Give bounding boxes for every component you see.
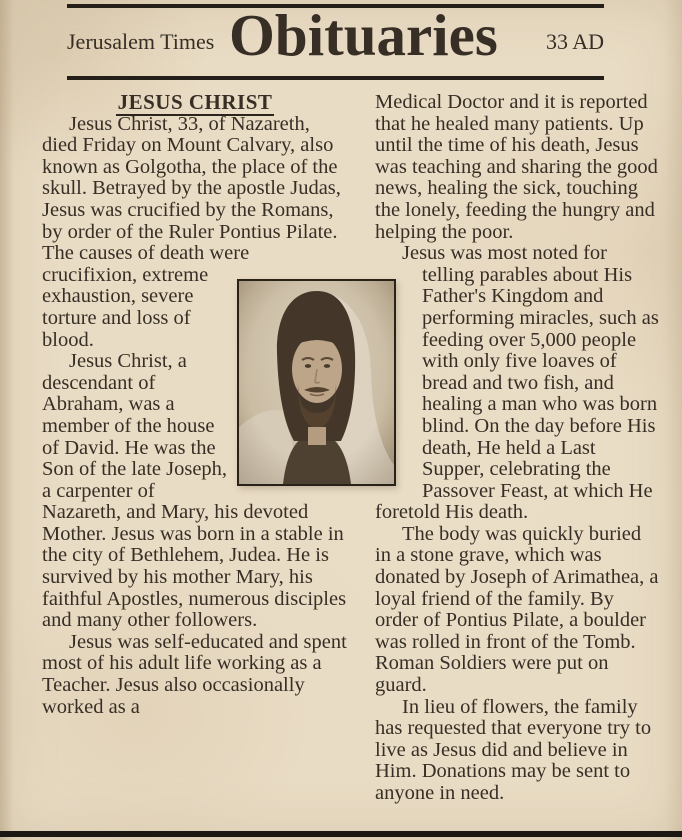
obituary-paragraph: In lieu of flowers, the family has requested that everyone try to live as Jesus did and believe in Him. Donations may be sent to anyone in need. [375, 695, 652, 804]
obituary-paragraph: Jesus was self-educated and spent most of his adult life working as a Teacher. Jesus also occasionally worked as a [42, 630, 347, 718]
obituary-headline: JESUS CHRIST [117, 90, 273, 114]
obituary-paragraph: Jesus was most noted for telling parables about His Father's Kingdom and performing miracles, such as feeding over 5,000 people with only five loaves of bread and two fish, and healing a man who was born blind. On the day before His death, He held a Last Supper, celebrating the Passover Feast, at which He foretold His death. [375, 242, 659, 524]
masthead-bottom-rule [67, 76, 604, 80]
portrait-vignette [239, 281, 394, 484]
portrait-photo [237, 279, 396, 486]
page-bottom-rule [0, 831, 682, 837]
obituary-paragraph: Jesus Christ, a descendant of Abraham, was a member of the house of David. He was the Son of the late Joseph, a carpenter of Nazareth, and Mary, his devoted Mother. Jesus was born in a stable in the city of Bethlehem, Judea. He is survived by his mother Mary, his faithful Apostles, numerous disciples and many other followers. [42, 350, 347, 632]
issue-date: 33 AD [546, 29, 605, 54]
obituary-paragraph: The body was quickly buried in a stone grave, which was donated by Joseph of Arimathea, a loyal friend of the family. By order of Pontius Pilate, a boulder was rolled in front of the Tomb. Roman Soldiers were put on guard. [375, 522, 659, 697]
obituary-paragraph: Medical Doctor and it is reported that he healed many patients. Up until the time of his death, Jesus was teaching and sharing the good news, healing the sick, touching the lonely, feeding the hungry and helping the poor. [375, 91, 658, 243]
right-column [375, 92, 662, 832]
page-title: Obituaries [229, 2, 498, 68]
jesus-portrait-illustration [239, 281, 394, 484]
obituary-paragraph: Jesus Christ, 33, of Nazareth, died Friday on Mount Calvary, also known as Golgotha, the place of the skull. Betrayed by the apostle Judas, Jesus was crucified by the Romans, by order of the Ruler Pontius Pilate. The causes of death were crucifixion, extreme exhaustion, severe torture and loss of blood. [42, 112, 341, 351]
newspaper-name: Jerusalem Times [67, 29, 215, 54]
